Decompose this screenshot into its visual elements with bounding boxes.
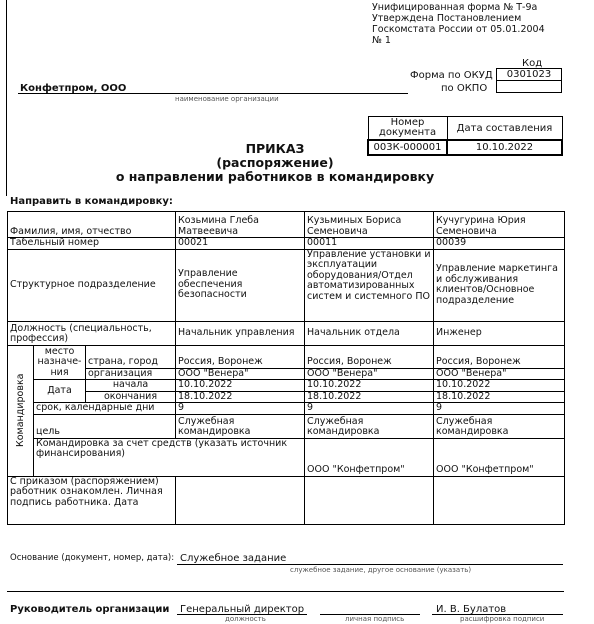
label-acquainted: С приказом (распоряжением) работник ознакомлен. Личная подпись работника. Дата [8, 476, 176, 524]
doc-number: 003К-000001 [368, 140, 447, 155]
divider [7, 591, 564, 592]
cell-division: Управление обеспечения безопасности [176, 249, 305, 321]
form-info-line: Госкомстата России от 05.01.2004 [372, 24, 545, 35]
basis-underline [177, 564, 563, 565]
label-end: окончания [86, 391, 176, 403]
cell-division: Управление установки и эксплуатации оборудования/Отдел автоматизированных систем и системного ПО [305, 249, 434, 321]
cell-signature [305, 476, 434, 524]
org-caption: наименование организации [175, 95, 279, 103]
cell-duration: 9 [176, 403, 305, 415]
label-purpose: цель [34, 414, 176, 438]
head-cap-sign: личная подпись [345, 615, 405, 623]
table-row [8, 368, 565, 380]
doc-number-header: Номер документа [368, 117, 447, 141]
table-row [8, 345, 565, 368]
label-duration: срок, календарные дни [34, 403, 176, 415]
table-row [8, 238, 565, 250]
okud-value: 0301023 [497, 69, 562, 81]
cell-signature [434, 476, 565, 524]
cell-position: Начальник управления [176, 321, 305, 345]
section-label: Направить в командировку: [10, 196, 173, 207]
label-division: Структурное подразделение [8, 249, 176, 321]
table-row [8, 403, 565, 415]
org-name: Конфетпром, ООО [20, 83, 127, 94]
codes-box [496, 68, 562, 93]
label-komandirovka: Командировка [8, 345, 34, 476]
table-row [8, 476, 565, 524]
cell-country: Россия, Воронеж [176, 345, 305, 368]
cell-duration: 9 [305, 403, 434, 415]
employees-table [7, 211, 565, 525]
table-row [8, 321, 565, 345]
form-info [372, 2, 592, 46]
head-label: Руководитель организации [10, 604, 170, 615]
cell-fio: Кучугурина Юрия Семеновича [434, 212, 565, 238]
table-row [8, 414, 565, 438]
form-info-line: № 1 [372, 35, 391, 46]
label-start: начала [86, 380, 176, 392]
cell-purpose: Служебная командировка [176, 414, 305, 438]
cell-end: 18.10.2022 [176, 391, 305, 403]
cell-organization: ООО "Венера" [176, 368, 305, 380]
cell-organization: ООО "Венера" [434, 368, 565, 380]
table-row [8, 249, 565, 321]
label-organization: организация [86, 368, 176, 380]
cell-position: Инженер [434, 321, 565, 345]
table-row [8, 380, 565, 392]
label-mesto: место назначе-ния [34, 345, 86, 380]
cell-purpose: Служебная командировка [305, 414, 434, 438]
cell-organization: ООО "Венера" [305, 368, 434, 380]
cell-duration: 9 [434, 403, 565, 415]
label-fio: Фамилия, имя, отчество [8, 212, 176, 238]
cell-purpose: Служебная командировка [434, 414, 565, 438]
okpo-value [497, 81, 562, 93]
form-info-line: Унифицированная форма № Т-9а [372, 2, 538, 13]
label-tabel: Табельный номер [8, 238, 176, 250]
okpo-label: по ОКПО [441, 83, 488, 94]
cell-end: 18.10.2022 [434, 391, 565, 403]
cell-fio: Козьмина Глеба Матвеевича [176, 212, 305, 238]
basis-value: Служебное задание [180, 553, 287, 564]
head-cap-name: расшифровка подписи [460, 615, 545, 623]
cell-start: 10.10.2022 [176, 380, 305, 392]
table-row [8, 391, 565, 403]
org-underline [18, 93, 408, 94]
cell-position: Начальник отдела [305, 321, 434, 345]
basis-label: Основание (документ, номер, дата): [10, 553, 175, 563]
cell-financing: ООО "Конфетпром" [305, 438, 434, 476]
form-info-line: Утверждена Постановлением [372, 13, 522, 24]
cell-signature [176, 476, 305, 524]
cell-tabel: 00011 [305, 238, 434, 250]
cell-start: 10.10.2022 [434, 380, 565, 392]
okud-label: Форма по ОКУД [410, 70, 493, 81]
basis-caption: служебное задание, другое основание (указать) [290, 566, 472, 574]
head-position: Генеральный директор [180, 604, 305, 615]
cell-tabel: 00021 [176, 238, 305, 250]
page-border-left [6, 0, 7, 196]
cell-tabel: 00039 [434, 238, 565, 250]
cell-country: Россия, Воронеж [434, 345, 565, 368]
table-row [8, 212, 565, 238]
cell-fio: Кузьминых Бориса Семеновича [305, 212, 434, 238]
title-line: (распоряжение) [216, 155, 334, 170]
title-line: о направлении работников в командировку [115, 169, 435, 184]
label-financing: Командировка за счет средств (указать источник финансирования) [34, 438, 305, 476]
title-line: ПРИКАЗ [245, 141, 305, 156]
cell-country: Россия, Воронеж [305, 345, 434, 368]
head-cap-position: должность [225, 615, 266, 623]
cell-division: Управление маркетинга и обслуживания клиентов/Основное подразделение [434, 249, 565, 321]
cell-start: 10.10.2022 [305, 380, 434, 392]
kod-label: Код [522, 58, 543, 69]
doc-date: 10.10.2022 [447, 140, 562, 155]
doc-date-header: Дата составления [447, 117, 562, 141]
label-date: Дата [34, 380, 86, 403]
cell-end: 18.10.2022 [305, 391, 434, 403]
head-name: И. В. Булатов [436, 604, 507, 615]
page-title [100, 142, 450, 184]
cell-financing: ООО "Конфетпром" [434, 438, 565, 476]
table-row [8, 438, 565, 476]
label-country: страна, город [86, 345, 176, 368]
label-position: Должность (специальность, профессия) [8, 321, 176, 345]
